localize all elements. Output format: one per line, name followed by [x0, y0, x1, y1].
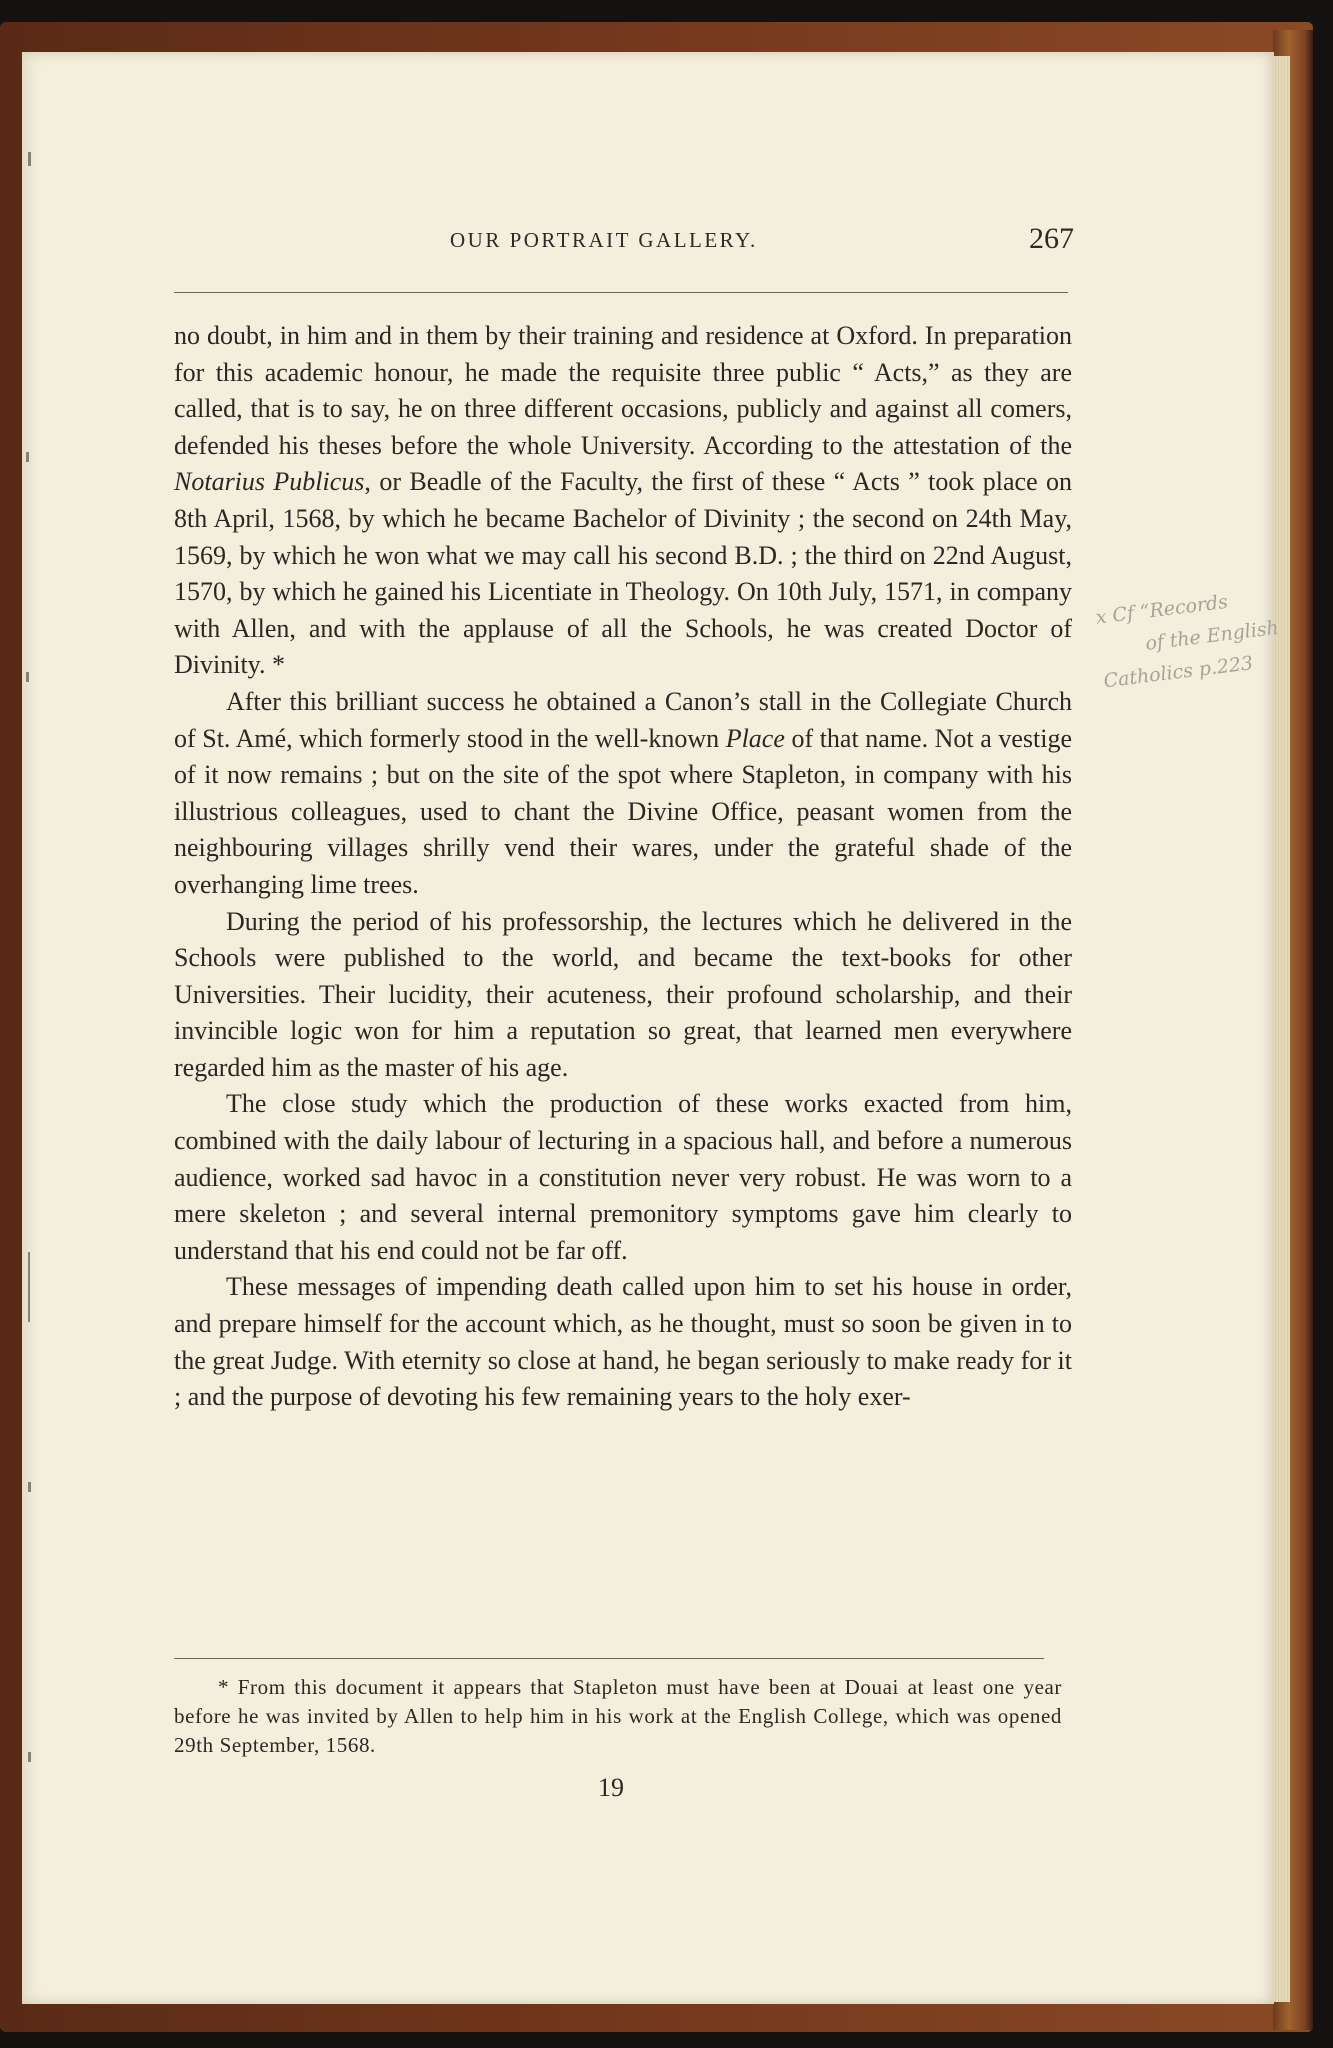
footnote-rule [174, 1658, 1044, 1659]
handwritten-margin-note [1094, 580, 1287, 721]
italic-notarius-publicus: Notarius Publicus [174, 467, 365, 497]
body-text [174, 318, 1072, 1416]
paragraph-2: After this brilliant success he obtained a Canon’s stall in the Collegiate Church of St. Amé, which formerly stood in the well-known Place of that name. Not a vestige of it now remains ; but on the site of the spot where Stapleton, in company with his illustrious colleagues, used to chant the Divine Office, peasant women from the neighbouring villages shrilly vend their wares, under the grateful shade of the overhanging lime trees. [174, 686, 1073, 899]
signature-mark: 19 [598, 1773, 624, 1802]
page-stack-edge [1274, 56, 1290, 2002]
running-head: OUR PORTRAIT GALLERY. [450, 228, 758, 252]
footnote: * From this document it appears that Stapleton must have been at Douai at least one year before he was invited by Allen to help him in his work at the English College, which was opened 29th September, 1568. [174, 1675, 1062, 1757]
header-rule [174, 292, 1068, 293]
page-number: 267 [1029, 222, 1074, 255]
paragraph-4: The close study which the production of these works exacted from him, combined with the daily labour of lecturing in a spacious hall, and before a numerous audience, worked sad havoc in a constitution never very robust. He was worn to a mere skeleton ; and several internal premonitory symptoms gave him clearly to understand that his end could not be far off. [174, 1089, 1072, 1265]
paragraph-3: During the period of his professorship, the lectures which he delivered in the Schools were published to the world, and became the text-books for other Universities. Their lucidity, their acuteness, their profound scholarship, and their invincible logic won for him a reputation so great, that learned men everywhere regarded him as the master of his age. [174, 906, 1072, 1082]
italic-place: Place [725, 723, 785, 753]
paragraph-5: These messages of impending death called upon him to set his house in order, and prepare himself for the account which, as he thought, must so soon be given in to the great Judge. With eternity so close at hand, he began seriously to make ready for it ; and the purpose of devoting his few remaining years to the holy exer- [174, 1272, 1072, 1412]
margin-note-line-1: x Cf “Records [1094, 590, 1230, 629]
margin-note-line-3: Catholics p.223 [1102, 652, 1255, 693]
paragraph-1: no doubt, in him and in them by their training and residence at Oxford. In preparation for this academic honour, he made the requisite three public “ Acts,” as they are called, that is to say, he on three different occasions, publicly and against all comers, defended his theses before the whole University. According to the attestation of the Notarius Publicus, or Beadle of the Faculty, the first of these “ Acts ” took place on 8th April, 1568, by which he became Bachelor of Divinity ; the second on 24th May, 1569, by which he won what we may call his second B.D. ; the third on 22nd August, 1570, by which he gained his Licentiate in Theology. On 10th July, 1571, in company with Allen, and with the applause of all the Schools, he was created Doctor of Divinity. * [174, 321, 1073, 680]
margin-note-line-2: of the English [1144, 616, 1280, 655]
page-header [174, 222, 1074, 268]
